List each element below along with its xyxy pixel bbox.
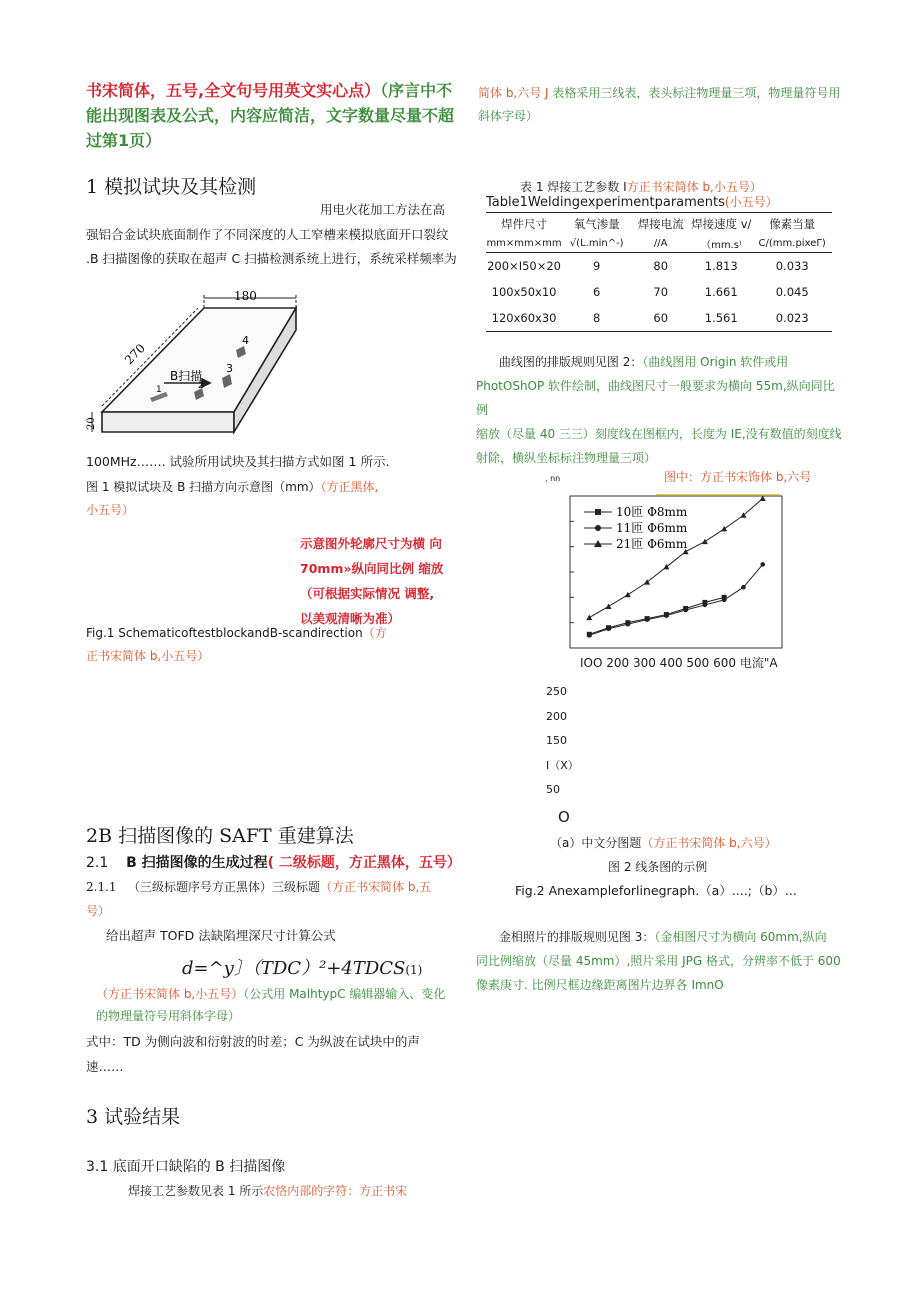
dim-side-label: 270 [121, 341, 149, 368]
table1-top-rule [486, 212, 832, 213]
fig1-en-text: Fig.1 SchematicoftestblockandB-scandirection [86, 626, 363, 640]
unit-pixel: C/(mm.pixeΓ) [758, 237, 826, 249]
formula-intro: 给出超声 TOFD 法缺陷埋深尺寸计算公式 [106, 928, 336, 943]
table-cell: 6 [593, 285, 601, 299]
table-row [486, 305, 832, 332]
where-line1: 式中：TD 为侧向波和衍射波的时差；C 为纵波在试块中的声 [86, 1034, 420, 1049]
data-point-s2 [587, 633, 592, 638]
legend-label-1: 10匝 Φ8mm [616, 505, 688, 519]
table-cell: 0.045 [775, 285, 809, 299]
h211-note1: （方正书宋简体 b,五 [320, 880, 432, 894]
fig1-note-line2: 70mm»纵向同比例 缩放 [300, 561, 444, 576]
h21-text: B 扫描图像的生成过程 [126, 855, 268, 871]
fig1-note-line4: 以美观清晰为准） [300, 611, 401, 626]
formula-number: (1) [405, 963, 423, 977]
table-cell: 120x60x30 [491, 311, 557, 325]
data-point-s2 [664, 613, 669, 618]
test-block-diagram [84, 288, 304, 440]
fig2-sub-note: （方正书宋简体 b,六号） [641, 836, 777, 850]
fig1-en-note1: （方 [362, 626, 387, 640]
fig1-en-caption [86, 622, 387, 644]
fig2-en-caption: Fig.2 Anexampleforlinegraph.（a）....;（b）... [515, 883, 797, 898]
series-lines [589, 499, 762, 636]
table-cell: 1.561 [704, 311, 738, 325]
table-cell: 1.661 [704, 285, 738, 299]
section1-title: 1 模拟试块及其检测 [86, 176, 257, 198]
curve-green2: PhotOShOP 软件绘制，曲线图尺寸一般要求为横向 55m,纵向同比例 [476, 379, 835, 417]
formula-note-orange: （方正书宋简体 b,小五号） [96, 987, 244, 1001]
table1-title-en-text: Table1Weldingexperimentparaments [486, 195, 725, 210]
data-point-s2 [741, 585, 746, 590]
table1-title-text: 表 1 焊接工艺参数 I [520, 180, 627, 194]
intro-left-green: （序言中不能出现图表及公式，内容应简洁，文字数量尽量不超过第1页） [86, 81, 455, 150]
notch-label-4: 4 [242, 334, 249, 347]
formula-1 [182, 954, 422, 980]
fig1-size-note [300, 531, 443, 631]
table1-title-en [486, 193, 778, 210]
sec3-p1 [128, 1180, 407, 1202]
curve-green4: 射除，横纵坐标标注物理量三项） [476, 451, 657, 465]
notch-label-1: 1 [156, 385, 162, 395]
curve-paragraph [476, 350, 846, 470]
formula-note-green2: 的物理量符号用斜体字母） [96, 1009, 241, 1023]
intro-left-red: 书宋简体，五号,全文句号用英文实心点） [86, 81, 381, 100]
th-pixel: 像素当量 [769, 217, 816, 231]
chart-y-tick-labels [546, 680, 579, 829]
data-point-s2 [606, 626, 611, 631]
h211-num: 2.1.1 [86, 880, 117, 894]
notch-label-2: 2 [198, 381, 204, 391]
y-tick-label: 50 [546, 783, 560, 796]
fig1-note-line3: （可根据实际情况 调整, [300, 586, 435, 601]
data-point-s3 [721, 526, 727, 532]
intro-right-green: 表格采用三线表，表头标注物理量三项，物理量符号用斜体字母） [478, 86, 841, 123]
section2-title: 2B 扫描图像的 SAFT 重建算法 [86, 825, 354, 847]
fig2-caption: 图 2 线条图的示例 [608, 860, 708, 874]
dim-top-label: 180 [234, 289, 257, 303]
table-cell: 60 [653, 311, 669, 325]
data-point-s2 [645, 617, 650, 622]
data-point-s2 [703, 603, 708, 608]
curve-green3: 缩放（尽量 40 三三）刻度线在图框内，长度为 IE,没有数值的刻度线 [476, 427, 842, 441]
unit-size: mm×mm×mm [486, 237, 562, 249]
y-tick-label: 150 [546, 734, 567, 747]
line-chart [560, 490, 784, 652]
unit-current: //A [653, 237, 668, 249]
sec1-p1-line3: .B 扫描图像的获取在超声 C 扫描检测系统上进行，系统采样频率为 [86, 251, 457, 266]
y-tick-label: 200 [546, 709, 567, 723]
data-point-s2 [760, 562, 765, 567]
section3-title: 3 试验结果 [86, 1106, 181, 1128]
curve-green1: （曲线图用 Origin 软件或用 [642, 355, 789, 369]
block-front-face [102, 412, 234, 432]
table-cell: 0.033 [775, 259, 809, 273]
y-tick-label: 250 [546, 685, 567, 698]
h211-text: （三级标题序号方正黑体）三级标题 [128, 880, 321, 894]
table-cell: 70 [653, 285, 669, 299]
where-line2: 速…… [86, 1059, 124, 1074]
formula-note-green1: （公式用 MalhtypC 编辑器输入、变化 [243, 987, 446, 1001]
chart-y-fragment: , nn [545, 474, 561, 483]
h21-note: ( 二级标题，方正黑体，五号） [267, 855, 461, 871]
fig2-font-note: 图中：方正书宋饰体 b,六号 [664, 470, 812, 484]
table1-unit-row [486, 234, 832, 253]
table-cell: 8 [593, 311, 601, 325]
th-speed: 焊接速度 v/ [691, 217, 752, 231]
fig1-caption-note1: （方正黑体, [320, 480, 379, 494]
data-point-s2 [626, 622, 631, 627]
fig2-subcaption [550, 832, 777, 854]
sec1-p1-line4: 100MHz……. 试验所用试块及其扫描方式如图 1 所示. [86, 454, 390, 469]
heading-2-1 [86, 852, 461, 872]
data-point-s3 [625, 592, 631, 598]
unit-speed: （mm.s⁾ [701, 239, 742, 251]
intro-right [478, 82, 848, 128]
fig2-sub-text: （a）中文分图题 [550, 836, 642, 850]
legend [584, 505, 688, 551]
dim-height-label: 20 [86, 417, 97, 430]
table-cell: 9 [593, 259, 601, 273]
series-line-2 [589, 564, 762, 635]
metal-green1: （金相图尺寸为横向 60mm,纵向 [654, 930, 827, 944]
data-point-s3 [702, 539, 708, 545]
metal-green2: 同比例缩放（尽量 45mm）,照片采用 JPG 格式，分辨率不低于 600 [476, 954, 841, 968]
sec3-p1-note: 农恪内部的字符：方正书宋 [263, 1184, 408, 1198]
table1-title-note: 方正书宋简体 b,小五号） [626, 180, 762, 194]
intro-right-orange: 简体 b,六号 J [478, 86, 549, 100]
h21-num: 2.1 [86, 855, 109, 871]
metal-green3: 像素庚寸. 比例尺框边缘距离图片边界各 ImnO [476, 978, 724, 992]
h211-note2: 号） [86, 904, 111, 918]
y-ticks [570, 521, 574, 622]
th-current: 焊接电流 [637, 217, 684, 231]
formula-text: d=^y〕（TDC）²+4TDCS [182, 958, 406, 979]
y-tick-label: O [558, 807, 570, 826]
table-cell: 80 [653, 259, 669, 273]
legend-label-3: 21匝 Φ6mm [616, 537, 688, 551]
table1-header-row [486, 214, 832, 234]
table-cell: 1.813 [704, 259, 738, 273]
sec1-p1-line2: 强铝合金试块底面制作了不同深度的人工窄槽来模拟底面开口裂纹 [86, 227, 449, 242]
heading-2-1-1 [86, 876, 431, 898]
table-cell: 100x50x10 [491, 285, 557, 299]
data-point-s3 [606, 603, 612, 609]
legend-marker-square [595, 509, 601, 515]
table-cell: 200×I50×20 [487, 259, 561, 273]
heading-3-1: 3.1 底面开口缺陷的 B 扫描图像 [86, 1159, 286, 1175]
intro-left [86, 78, 456, 153]
data-point-s2 [683, 608, 688, 613]
curve-lead: 曲线图的排版规则见图 2： [498, 355, 643, 369]
unit-oxygen: √(L.min^-) [569, 237, 624, 249]
sec3-p1-text: 焊接工艺参数见表 1 所示 [128, 1184, 264, 1198]
sec1-p1-line1: 用电火花加工方法在高 [320, 202, 446, 217]
metal-paragraph [476, 925, 856, 997]
th-oxygen: 氧气渗量 [573, 217, 620, 231]
th-size: 焊件尺寸 [501, 217, 548, 231]
metal-lead: 金相照片的排版规则见图 3： [498, 930, 655, 944]
table1-title-en-note: (小五号） [724, 195, 778, 209]
scan-label: B扫描 [170, 369, 203, 383]
table-row [486, 253, 832, 280]
table-cell: 0.023 [775, 311, 809, 325]
legend-label-2: 11匝 Φ6mm [616, 521, 688, 535]
table-row [486, 279, 832, 305]
y-tick-label: I（X） [546, 758, 579, 772]
fig1-caption-note2: 小五号） [86, 503, 135, 517]
formula-note [96, 983, 445, 1005]
chart-xlabel: IOO 200 300 400 500 600 电流"A [580, 656, 778, 670]
fig1-en-note2: 正书宋简体 b,小五号） [86, 649, 210, 663]
table1 [486, 214, 832, 332]
data-point-s3 [586, 615, 592, 621]
notch-label-3: 3 [226, 362, 233, 375]
data-point-s2 [722, 598, 727, 603]
fig1-caption [86, 476, 378, 498]
legend-marker-circle [595, 525, 601, 531]
fig1-caption-text: 图 1 模拟试块及 B 扫描方向示意图（mm） [86, 480, 321, 494]
fig1-note-line1: 示意图外轮廓尺寸为横 向 [300, 536, 442, 551]
